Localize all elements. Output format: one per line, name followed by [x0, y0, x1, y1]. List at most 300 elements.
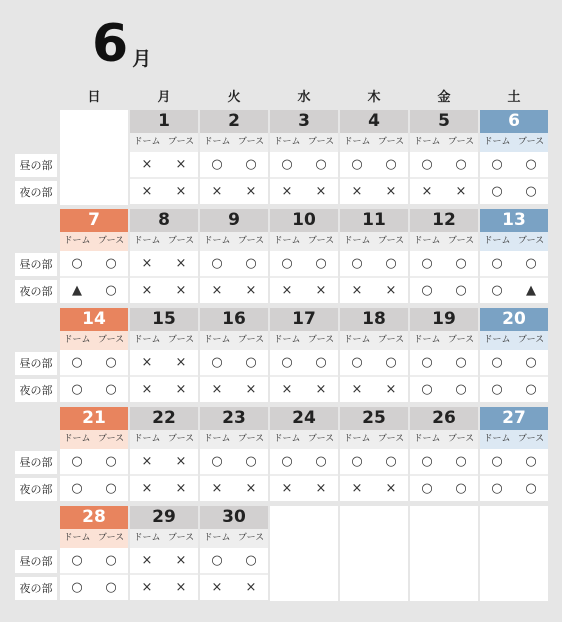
booth-status: ×	[385, 481, 397, 496]
dome-status: ×	[141, 256, 153, 271]
dome-label: ドーム	[483, 434, 511, 444]
booth-status: ○	[455, 481, 467, 496]
dome-status: ○	[421, 454, 433, 469]
booth-status: ×	[315, 382, 327, 397]
night-row	[340, 278, 408, 303]
booth-status: ○	[525, 481, 537, 496]
month-title	[92, 14, 151, 74]
booth-status: ○	[105, 256, 117, 271]
dome-status: ×	[141, 382, 153, 397]
night-row	[410, 377, 478, 402]
booth-label: ブース	[377, 236, 405, 246]
column-labels	[410, 133, 478, 152]
daytime-row	[270, 152, 338, 179]
dome-status: ×	[351, 184, 363, 199]
booth-status: ×	[175, 283, 187, 298]
dome-label: ドーム	[133, 434, 161, 444]
night-row	[60, 575, 128, 600]
daytime-row	[130, 449, 198, 476]
booth-label: ブース	[237, 137, 265, 147]
daytime-row	[340, 152, 408, 179]
column-labels	[200, 529, 268, 548]
booth-status: ×	[455, 184, 467, 199]
dome-status: ○	[421, 157, 433, 172]
booth-label: ブース	[167, 137, 195, 147]
booth-status: ×	[175, 184, 187, 199]
date-cell[interactable]	[60, 407, 128, 502]
dome-status: ×	[281, 283, 293, 298]
date-number: 5	[410, 110, 478, 133]
dome-status: ×	[141, 157, 153, 172]
booth-status: ○	[245, 157, 257, 172]
night-row	[340, 476, 408, 501]
booth-status: ○	[105, 355, 117, 370]
booth-status: ×	[175, 553, 187, 568]
date-cell[interactable]	[60, 209, 128, 304]
booth-label: ブース	[97, 533, 125, 543]
label-night: 夜の部	[15, 181, 57, 204]
column-labels	[200, 232, 268, 251]
date-cell[interactable]	[410, 308, 478, 403]
dome-label: ドーム	[343, 236, 371, 246]
booth-label: ブース	[377, 137, 405, 147]
daytime-row	[200, 251, 268, 278]
daytime-row	[410, 152, 478, 179]
dome-status: ○	[71, 553, 83, 568]
date-number: 12	[410, 209, 478, 232]
dome-label: ドーム	[133, 335, 161, 345]
daytime-row	[340, 449, 408, 476]
date-number: 8	[130, 209, 198, 232]
column-labels	[410, 232, 478, 251]
daytime-row	[200, 152, 268, 179]
date-cell[interactable]	[480, 407, 548, 502]
daytime-row	[60, 251, 128, 278]
night-row	[410, 476, 478, 501]
dome-status: ×	[141, 355, 153, 370]
column-labels	[270, 331, 338, 350]
column-labels	[270, 133, 338, 152]
dome-label: ドーム	[483, 137, 511, 147]
night-row	[60, 377, 128, 402]
booth-status: ×	[245, 184, 257, 199]
date-number: 22	[130, 407, 198, 430]
booth-status: ×	[175, 157, 187, 172]
date-cell[interactable]	[60, 308, 128, 403]
booth-label: ブース	[517, 335, 545, 345]
night-row	[130, 575, 198, 600]
dome-status: ○	[71, 256, 83, 271]
night-row	[410, 278, 478, 303]
date-number: 24	[270, 407, 338, 430]
booth-label: ブース	[447, 434, 475, 444]
booth-status: ○	[315, 157, 327, 172]
dome-label: ドーム	[413, 335, 441, 345]
booth-label: ブース	[377, 434, 405, 444]
booth-status: ○	[455, 157, 467, 172]
booth-status: ○	[315, 355, 327, 370]
date-number: 3	[270, 110, 338, 133]
dome-status: ×	[421, 184, 433, 199]
dome-status: ○	[421, 382, 433, 397]
night-row	[130, 179, 198, 204]
dome-status: ×	[141, 454, 153, 469]
date-number: 4	[340, 110, 408, 133]
daytime-row	[480, 251, 548, 278]
dome-status: ○	[71, 454, 83, 469]
booth-status: ×	[315, 184, 327, 199]
empty-cell	[270, 506, 338, 601]
date-cell[interactable]	[410, 209, 478, 304]
night-row	[130, 278, 198, 303]
date-number: 27	[480, 407, 548, 430]
booth-status: ×	[175, 382, 187, 397]
booth-status: ×	[175, 580, 187, 595]
dome-status: ×	[141, 283, 153, 298]
booth-status: ○	[385, 454, 397, 469]
dome-status: ○	[351, 157, 363, 172]
booth-label: ブース	[377, 335, 405, 345]
column-labels	[340, 331, 408, 350]
dome-status: ○	[71, 355, 83, 370]
month-unit: 月	[132, 48, 152, 70]
date-cell[interactable]	[130, 506, 198, 601]
booth-label: ブース	[517, 434, 545, 444]
label-daytime: 昼の部	[15, 451, 57, 474]
column-labels	[60, 232, 128, 251]
date-number: 15	[130, 308, 198, 331]
dome-status: ○	[211, 355, 223, 370]
dome-status: ○	[71, 481, 83, 496]
booth-status: ○	[315, 256, 327, 271]
column-labels	[200, 133, 268, 152]
daytime-row	[130, 350, 198, 377]
daytime-row	[60, 350, 128, 377]
booth-status: ×	[175, 355, 187, 370]
dome-label: ドーム	[273, 335, 301, 345]
booth-status: ○	[105, 481, 117, 496]
date-number: 2	[200, 110, 268, 133]
daytime-row	[130, 152, 198, 179]
date-cell[interactable]	[200, 506, 268, 601]
daytime-row	[270, 251, 338, 278]
date-cell[interactable]	[410, 110, 478, 205]
date-number: 29	[130, 506, 198, 529]
daytime-row	[130, 251, 198, 278]
column-labels	[410, 331, 478, 350]
date-number: 1	[130, 110, 198, 133]
label-daytime: 昼の部	[15, 253, 57, 276]
daytime-row	[480, 449, 548, 476]
booth-label: ブース	[167, 236, 195, 246]
daytime-row	[200, 548, 268, 575]
night-row	[200, 278, 268, 303]
dome-status: ×	[141, 184, 153, 199]
booth-status: ×	[315, 481, 327, 496]
dome-status: ○	[491, 157, 503, 172]
booth-status: ○	[385, 256, 397, 271]
night-row	[130, 377, 198, 402]
booth-status: ○	[455, 283, 467, 298]
date-cell[interactable]	[340, 110, 408, 205]
date-cell[interactable]	[340, 209, 408, 304]
booth-label: ブース	[97, 236, 125, 246]
night-row	[340, 179, 408, 204]
dome-status: ○	[281, 454, 293, 469]
weekday-fri: 金	[437, 90, 451, 105]
column-labels	[270, 430, 338, 449]
night-row	[60, 278, 128, 303]
booth-status: ×	[245, 580, 257, 595]
date-cell[interactable]	[480, 308, 548, 403]
dome-status: ○	[491, 184, 503, 199]
booth-status: ×	[385, 382, 397, 397]
booth-label: ブース	[167, 434, 195, 444]
booth-status: ×	[175, 454, 187, 469]
dome-label: ドーム	[273, 137, 301, 147]
date-number: 25	[340, 407, 408, 430]
night-row	[200, 575, 268, 600]
date-cell[interactable]	[130, 209, 198, 304]
night-row	[270, 179, 338, 204]
date-cell[interactable]	[60, 506, 128, 601]
weekday-thu: 木	[367, 90, 381, 105]
night-row	[480, 179, 548, 204]
label-night: 夜の部	[15, 280, 57, 303]
column-labels	[60, 430, 128, 449]
empty-cell	[340, 506, 408, 601]
daytime-row	[130, 548, 198, 575]
night-row	[480, 278, 548, 303]
date-cell[interactable]	[270, 308, 338, 403]
date-number: 23	[200, 407, 268, 430]
date-cell[interactable]	[270, 407, 338, 502]
date-cell[interactable]	[340, 407, 408, 502]
daytime-row	[480, 152, 548, 179]
date-number: 26	[410, 407, 478, 430]
empty-cell	[480, 506, 548, 601]
column-labels	[130, 529, 198, 548]
dome-label: ドーム	[133, 533, 161, 543]
dome-status: ○	[421, 481, 433, 496]
booth-label: ブース	[237, 236, 265, 246]
date-cell[interactable]	[480, 209, 548, 304]
dome-status: ○	[211, 256, 223, 271]
night-row	[410, 179, 478, 204]
daytime-row	[480, 350, 548, 377]
dome-label: ドーム	[273, 236, 301, 246]
column-labels	[340, 430, 408, 449]
daytime-row	[410, 350, 478, 377]
label-night: 夜の部	[15, 379, 57, 402]
dome-label: ドーム	[413, 236, 441, 246]
empty-cell	[410, 506, 478, 601]
booth-label: ブース	[237, 434, 265, 444]
date-number: 18	[340, 308, 408, 331]
night-row	[200, 377, 268, 402]
dome-status: ×	[211, 580, 223, 595]
date-cell[interactable]	[200, 209, 268, 304]
dome-status: ○	[281, 157, 293, 172]
booth-status: ○	[455, 454, 467, 469]
dome-label: ドーム	[343, 335, 371, 345]
booth-status: ×	[385, 283, 397, 298]
booth-label: ブース	[447, 335, 475, 345]
daytime-row	[200, 350, 268, 377]
dome-status: ○	[491, 283, 503, 298]
dome-status: ▲	[72, 283, 82, 298]
date-cell[interactable]	[200, 110, 268, 205]
dome-label: ドーム	[63, 434, 91, 444]
column-labels	[480, 133, 548, 152]
date-cell[interactable]	[410, 407, 478, 502]
booth-label: ブース	[97, 335, 125, 345]
daytime-row	[410, 449, 478, 476]
dome-status: ○	[491, 256, 503, 271]
booth-status: ○	[245, 454, 257, 469]
date-number: 17	[270, 308, 338, 331]
dome-status: ×	[281, 382, 293, 397]
booth-label: ブース	[307, 137, 335, 147]
column-labels	[130, 232, 198, 251]
column-labels	[60, 331, 128, 350]
dome-status: ×	[351, 283, 363, 298]
weekday-sat: 土	[507, 90, 521, 105]
night-row	[130, 476, 198, 501]
date-cell[interactable]	[130, 308, 198, 403]
empty-cell	[60, 110, 128, 205]
date-number: 30	[200, 506, 268, 529]
booth-status: ○	[315, 454, 327, 469]
weekday-mon: 月	[157, 90, 171, 105]
dome-status: ×	[141, 580, 153, 595]
date-cell[interactable]	[200, 308, 268, 403]
night-row	[270, 377, 338, 402]
label-daytime: 昼の部	[15, 352, 57, 375]
dome-status: ○	[211, 553, 223, 568]
dome-label: ドーム	[133, 236, 161, 246]
booth-status: ▲	[526, 283, 536, 298]
label-daytime: 昼の部	[15, 154, 57, 177]
booth-status: ○	[385, 157, 397, 172]
night-row	[480, 377, 548, 402]
date-number: 14	[60, 308, 128, 331]
booth-status: ×	[245, 481, 257, 496]
night-row	[270, 278, 338, 303]
booth-status: ○	[245, 256, 257, 271]
dome-status: ○	[421, 355, 433, 370]
date-number: 11	[340, 209, 408, 232]
date-cell[interactable]	[480, 110, 548, 205]
dome-status: ○	[491, 382, 503, 397]
date-number: 20	[480, 308, 548, 331]
dome-status: ○	[491, 355, 503, 370]
date-number: 7	[60, 209, 128, 232]
dome-status: ○	[491, 454, 503, 469]
date-number: 13	[480, 209, 548, 232]
dome-status: ○	[421, 283, 433, 298]
dome-status: ○	[351, 454, 363, 469]
date-number: 9	[200, 209, 268, 232]
daytime-row	[270, 449, 338, 476]
booth-status: ○	[525, 355, 537, 370]
daytime-row	[270, 350, 338, 377]
booth-status: ○	[525, 454, 537, 469]
booth-label: ブース	[237, 533, 265, 543]
date-cell[interactable]	[270, 110, 338, 205]
booth-label: ブース	[447, 236, 475, 246]
daytime-row	[340, 350, 408, 377]
date-cell[interactable]	[340, 308, 408, 403]
booth-label: ブース	[447, 137, 475, 147]
dome-label: ドーム	[203, 335, 231, 345]
dome-label: ドーム	[343, 434, 371, 444]
daytime-row	[60, 548, 128, 575]
booth-status: ○	[525, 256, 537, 271]
dome-status: ○	[281, 355, 293, 370]
night-row	[200, 179, 268, 204]
daytime-row	[200, 449, 268, 476]
dome-status: ×	[281, 481, 293, 496]
date-cell[interactable]	[200, 407, 268, 502]
column-labels	[480, 331, 548, 350]
booth-status: ×	[245, 382, 257, 397]
booth-label: ブース	[167, 335, 195, 345]
dome-label: ドーム	[133, 137, 161, 147]
booth-label: ブース	[307, 335, 335, 345]
dome-label: ドーム	[203, 533, 231, 543]
weekday-tue: 火	[227, 90, 241, 105]
booth-label: ブース	[307, 434, 335, 444]
daytime-row	[340, 251, 408, 278]
dome-status: ×	[351, 481, 363, 496]
date-number: 21	[60, 407, 128, 430]
dome-label: ドーム	[483, 335, 511, 345]
weekday-wed: 水	[297, 90, 311, 105]
dome-status: ×	[211, 184, 223, 199]
column-labels	[130, 133, 198, 152]
date-number: 19	[410, 308, 478, 331]
dome-status: ○	[421, 256, 433, 271]
dome-status: ×	[211, 481, 223, 496]
night-row	[480, 476, 548, 501]
date-cell[interactable]	[130, 407, 198, 502]
dome-label: ドーム	[63, 335, 91, 345]
dome-label: ドーム	[483, 236, 511, 246]
dome-status: ○	[351, 355, 363, 370]
column-labels	[200, 430, 268, 449]
night-row	[340, 377, 408, 402]
date-cell[interactable]	[130, 110, 198, 205]
booth-status: ○	[525, 184, 537, 199]
column-labels	[410, 430, 478, 449]
column-labels	[200, 331, 268, 350]
column-labels	[340, 232, 408, 251]
booth-status: ×	[175, 481, 187, 496]
dome-status: ○	[71, 382, 83, 397]
dome-status: ○	[71, 580, 83, 595]
booth-label: ブース	[307, 236, 335, 246]
date-cell[interactable]	[270, 209, 338, 304]
dome-label: ドーム	[273, 434, 301, 444]
booth-status: ○	[245, 355, 257, 370]
dome-label: ドーム	[343, 137, 371, 147]
booth-status: ○	[525, 382, 537, 397]
date-number: 10	[270, 209, 338, 232]
booth-status: ○	[525, 157, 537, 172]
dome-status: ×	[141, 553, 153, 568]
booth-label: ブース	[237, 335, 265, 345]
